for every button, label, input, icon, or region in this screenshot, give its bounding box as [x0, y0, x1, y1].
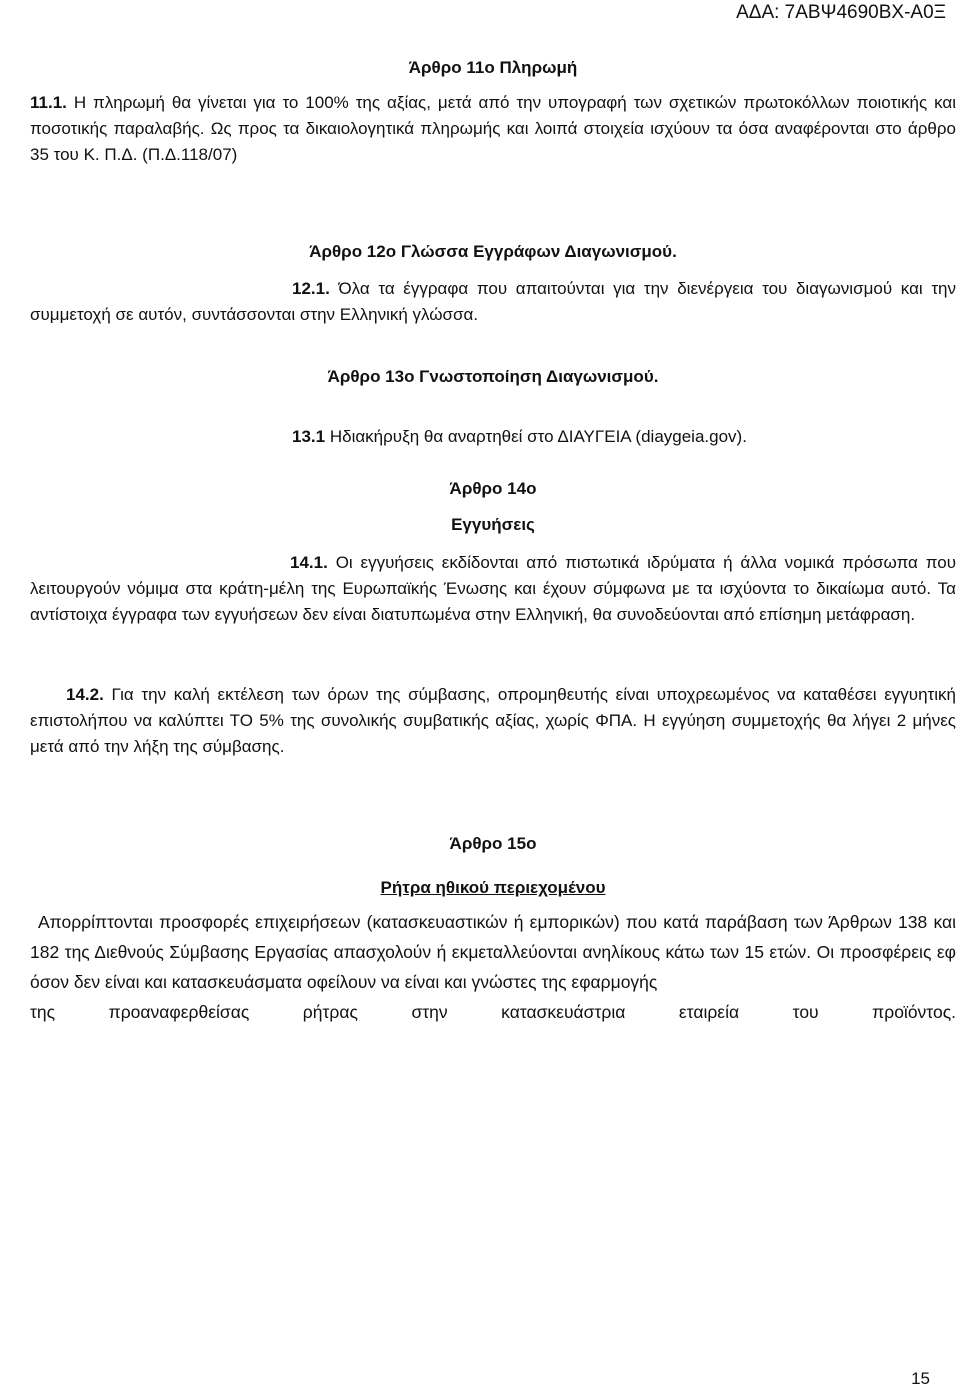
article-14-paragraph-2: [30, 682, 956, 760]
paragraph-number: 13.1: [292, 427, 326, 446]
article-15-subtitle: Ρήτρα ηθικού περιεχομένου: [380, 878, 606, 897]
page-number: 15: [911, 1369, 930, 1388]
article-15-paragraph: [30, 907, 956, 1027]
paragraph-text: Η πληρωμή θα γίνεται για το 100% της αξίας, μετά από την υπογραφή των σχετικών πρωτοκόλλων ποιοτικής και ποσοτικής παραλαβής. Ως προς τα δικαιολογητικά πληρωμής και λοιπά στοιχεία ισχύουν τα όσα αναφέρονται στο άρθρο 35 του Κ. Π.Δ. (Π.Δ.118/07): [30, 93, 956, 164]
article-12-title: Άρθρο 12ο Γλώσσα Εγγράφων Διαγωνισμού.: [309, 242, 677, 261]
article-14-subtitle: Εγγυήσεις: [451, 515, 535, 534]
article-12-paragraph: [30, 276, 956, 328]
article-14-paragraph-1: [30, 550, 956, 628]
article-15-title: Άρθρο 15ο: [449, 834, 537, 853]
paragraph-number: 12.1.: [292, 279, 330, 298]
paragraph-text: Όλα τα έγγραφα που απαιτούνται για την διενέργεια του διαγωνισμού και την συμμετοχή σε αυτόν, συντάσσονται στην Ελληνική γλώσσα.: [30, 279, 956, 324]
article-11-title: Άρθρο 11ο Πληρωμή: [408, 58, 578, 77]
paragraph-text: Για την καλή εκτέλεση των όρων της σύμβασης, οπρομηθευτής είναι υποχρεωμένος να καταθέσει εγγυητική επιστολήπου να καλύπτει ΤΟ 5% της συνολικής συμβατικής αξίας, χωρίς ΦΠΑ. Η εγγύηση συμμετοχής θα λήγει 2 μήνες μετά από την λήξη της σύμβασης.: [30, 685, 956, 756]
paragraph-text-main: Απορρίπτονται προσφορές επιχειρήσεων (κατασκευαστικών ή εμπορικών) που κατά παράβαση των Άρθρων 138 και 182 της Διεθνούς Σύμβασης Εργασίας απασχολούν ή εκμεταλλεύονται ανηλίκους κάτω των 15 ετών. Οι προσφέρεις εφ όσον δεν είναι και κατασκευάσματα οφείλουν να είναι και γνώστες της εφαρμογής: [30, 912, 956, 992]
paragraph-text-last: της προαναφερθείσας ρήτρας στην κατασκευάστρια εταιρεία του προϊόντος.: [30, 1002, 956, 1022]
paragraph-number: 14.1.: [290, 553, 328, 572]
paragraph-text: Οι εγγυήσεις εκδίδονται από πιστωτικά ιδρύματα ή άλλα νομικά πρόσωπα που λειτουργούν νόμιμα στα κράτη-μέλη της Ευρωπαϊκής Ένωσης και έχουν σύμφωνα με τα ισχύοντα το δικαίωμα αυτό. Τα αντίστοιχα έγγραφα των εγγυήσεων δεν είναι διατυπωμένα στην Ελληνική, θα συνοδεύονται από επίσημη μετάφραση.: [30, 553, 956, 624]
article-11-paragraph: [30, 90, 956, 168]
article-14-title: Άρθρο 14ο: [449, 479, 537, 498]
article-13-paragraph: [30, 424, 956, 450]
paragraph-number: 14.2.: [66, 685, 104, 704]
ada-code: ΑΔΑ: 7ΑΒΨ4690ΒΧ-Α0Ξ: [736, 2, 946, 23]
paragraph-number: 11.1.: [30, 93, 67, 112]
article-13-title: Άρθρο 13ο Γνωστοποίηση Διαγωνισμού.: [327, 367, 659, 386]
paragraph-text: Ηδιακήρυξη θα αναρτηθεί στο ΔΙΑΥΓΕΙΑ (diaygeia.gov).: [329, 427, 747, 446]
